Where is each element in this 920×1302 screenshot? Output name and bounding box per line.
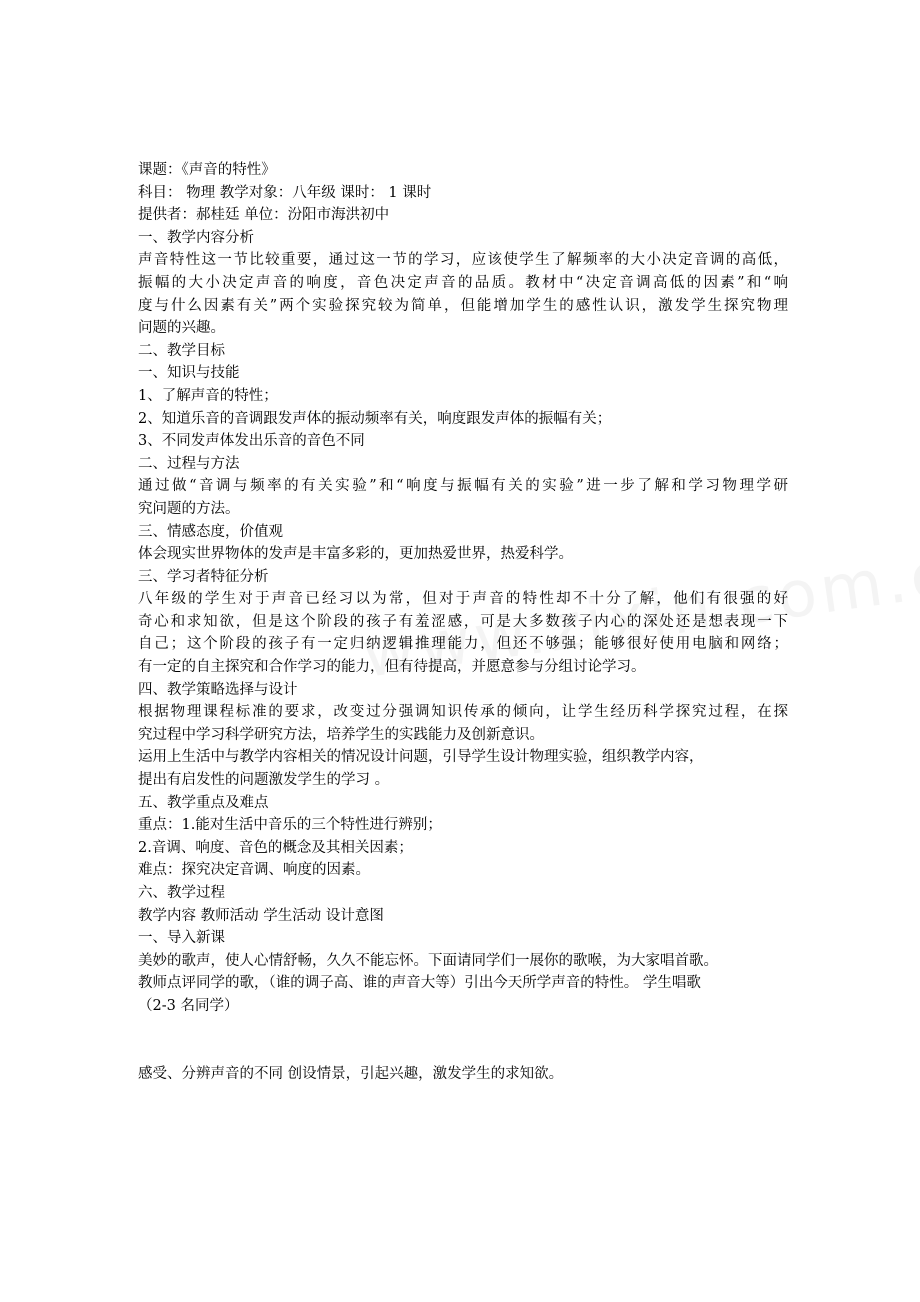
subsection-heading: 一、知识与技能 <box>138 365 240 382</box>
section-heading: 一、教学内容分析 <box>138 229 254 246</box>
section-heading: 六、教学过程 <box>138 885 225 901</box>
paragraph-line: 2.音调、响度、音色的概念及其相关因素； <box>138 839 413 856</box>
paragraph-line: 究问题的方法。 <box>138 500 240 517</box>
paragraph-line: 究过程中学习科学研究方法，培养学生的实践能力及创新意识。 <box>138 726 544 743</box>
section-heading: 二、教学目标 <box>138 342 225 359</box>
paragraph-line: 通过做“音调与频率的有关实验”和“响度与振幅有关的实验”进一步了解和学习物理学研 <box>138 478 788 495</box>
paragraph-line: 八年级的学生对于声音已经习以为常，但对于声音的特性却不十分了解，他们有很强的好 <box>138 591 788 608</box>
paragraph-line: 奇心和求知欲，但是这个阶段的孩子有羞涩感，可是大多数孩子内心的深处还是想表现一下 <box>138 613 788 630</box>
paragraph-line: 教师点评同学的歌，（谁的调子高、谁的声音大等）引出今天所学声音的特性。 学生唱歌 <box>138 975 701 992</box>
paragraph-line: 问题的兴趣。 <box>138 320 225 337</box>
paragraph-line: 感受、分辨声音的不同 创设情景，引起兴趣，激发学生的求知欲。 <box>138 1065 564 1082</box>
list-item: 2、知道乐音的音调跟发声体的振动频率有关，响度跟发声体的振幅有关； <box>138 410 612 427</box>
subject-info: 科目： 物理 教学对象：八年级 课时： 1 课时 <box>138 184 432 201</box>
paragraph-line: 难点：探究决定音调、响度的因素。 <box>138 862 370 879</box>
list-item: 3、不同发声体发出乐音的音色不同 <box>138 433 365 450</box>
subsection-heading: 三、情感态度，价值观 <box>138 523 283 540</box>
paragraph-line: 运用上生活中与教学内容相关的情况设计问题，引导学生设计物理实验，组织教学内容， <box>138 749 704 766</box>
subsection-heading: 二、过程与方法 <box>138 455 240 472</box>
paragraph-line: 有一定的自主探究和合作学习的能力，但有待提高，并愿意参与分组讨论学习。 <box>138 659 646 676</box>
document-body <box>138 159 788 1085</box>
section-heading: 四、教学策略选择与设计 <box>138 681 298 698</box>
section-heading: 五、教学重点及难点 <box>138 794 269 811</box>
blank-space <box>138 1018 788 1063</box>
paragraph-line: 度与什么因素有关”两个实验探究较为简单，但能增加学生的感性认识，激发学生探究物理 <box>138 297 788 314</box>
paragraph-line: （2-3 名同学） <box>138 997 239 1014</box>
lesson-title: 课题：《声音的特性》 <box>138 162 276 178</box>
paragraph-line: 振幅的大小决定声音的响度，音色决定声音的品质。教材中“决定音调高低的因素”和“响 <box>138 274 788 291</box>
paragraph-line: 声音特性这一节比较重要，通过这一节的学习，应该使学生了解频率的大小决定音调的高低， <box>138 252 788 269</box>
table-header-line: 教学内容 教师活动 学生活动 设计意图 <box>138 907 384 924</box>
paragraph-line: 根据物理课程标准的要求，改变过分强调知识传承的倾向，让学生经历科学探究过程，在探 <box>138 704 788 721</box>
paragraph-line: 美妙的歌声，使人心情舒畅，久久不能忘怀。下面请同学们一展你的歌喉，为大家唱首歌。 <box>138 952 718 969</box>
paragraph-line: 体会现实世界物体的发声是丰富多彩的，更加热爱世界，热爱科学。 <box>138 546 573 563</box>
list-item: 1、了解声音的特性； <box>138 387 278 404</box>
subsection-heading: 一、导入新课 <box>138 930 225 947</box>
paragraph-line: 重点：1.能对生活中音乐的三个特性进行辨别； <box>138 817 442 834</box>
provider-info: 提供者：郝桂廷 单位：汾阳市海洪初中 <box>138 207 390 224</box>
paragraph-line: 提出有启发性的问题激发学生的学习 。 <box>138 772 390 789</box>
section-heading: 三、学习者特征分析 <box>138 568 269 585</box>
paragraph-line: 自己；这个阶段的孩子有一定归纳逻辑推理能力，但还不够强；能够很好使用电脑和网络； <box>138 636 788 653</box>
